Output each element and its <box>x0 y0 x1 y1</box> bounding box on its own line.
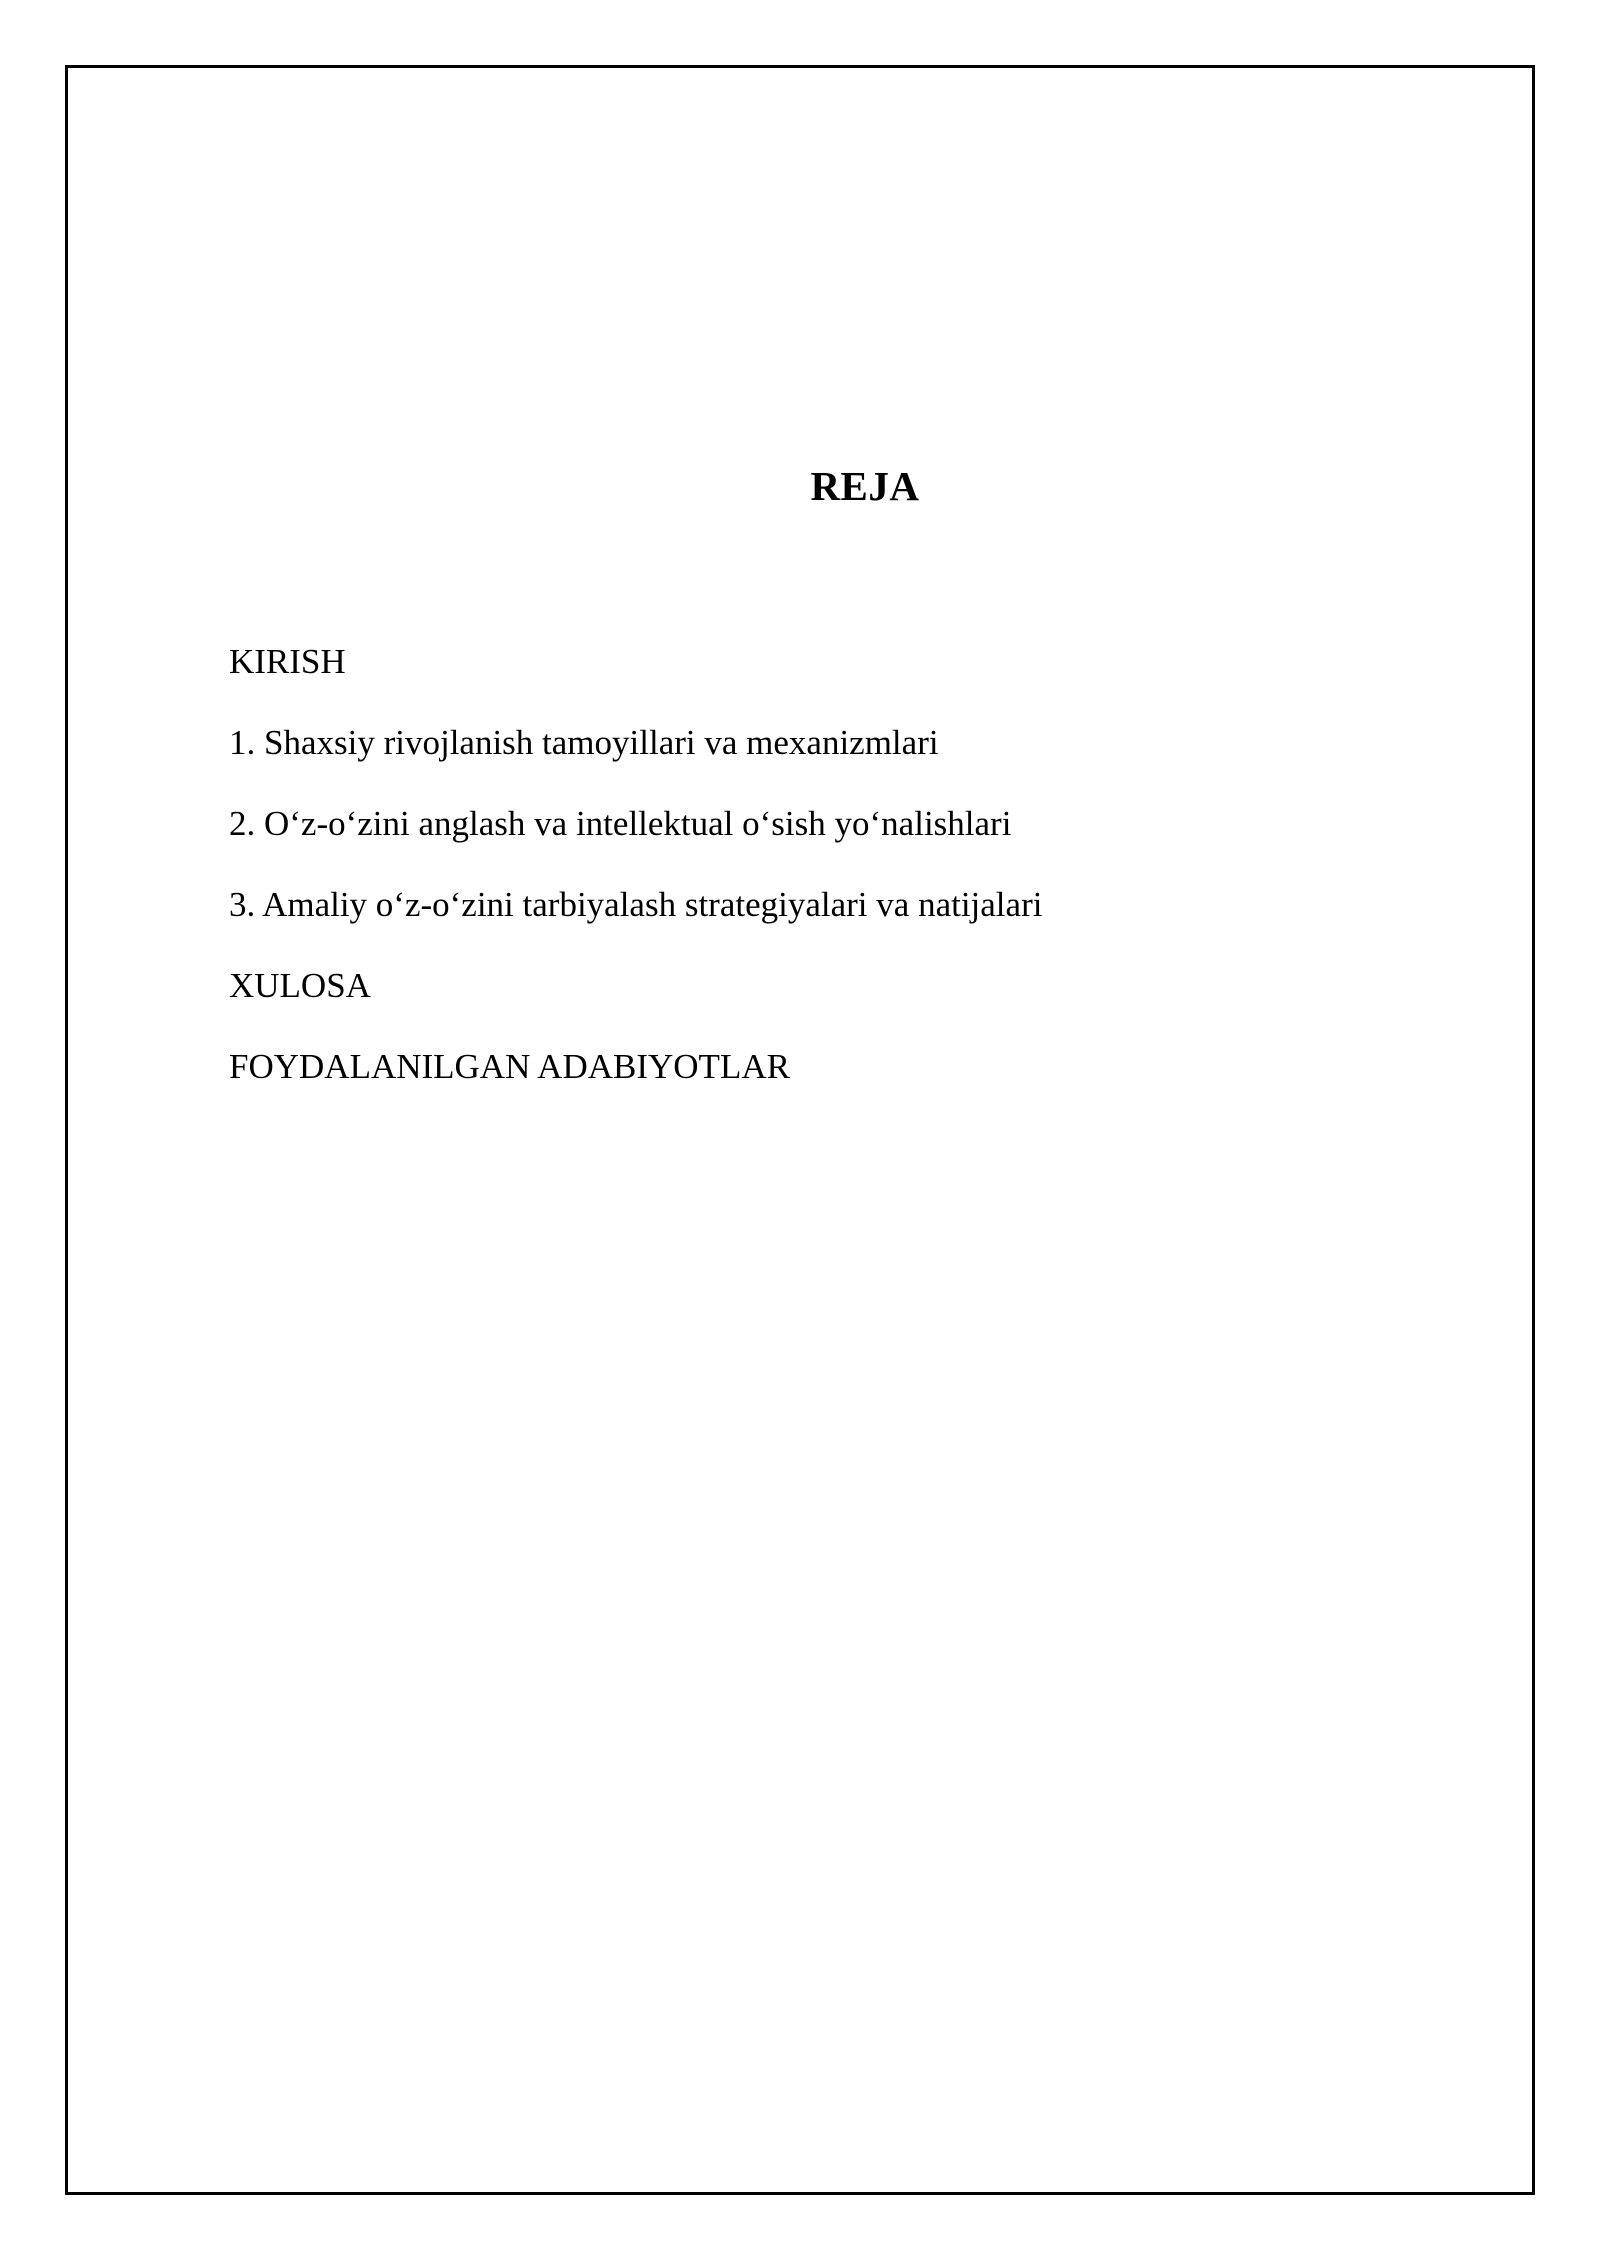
plan-item-references: FOYDALANILGAN ADABIYOTLAR <box>229 1047 790 1086</box>
page-border <box>65 65 1535 2195</box>
page-title: REJA <box>810 463 920 509</box>
plan-item-introduction: KIRISH <box>229 642 346 681</box>
plan-item-chapter-3: 3. Amaliy o‘z-o‘zini tarbiyalash strategiyalari va natijalari <box>229 885 1043 924</box>
plan-item-chapter-2: 2. O‘z-o‘zini anglash va intellektual o‘sish yo‘nalishlari <box>229 804 1012 843</box>
plan-item-conclusion: XULOSA <box>229 966 371 1005</box>
plan-list <box>229 642 1042 1128</box>
plan-item-chapter-1: 1. Shaxsiy rivojlanish tamoyillari va mexanizmlari <box>229 723 939 762</box>
